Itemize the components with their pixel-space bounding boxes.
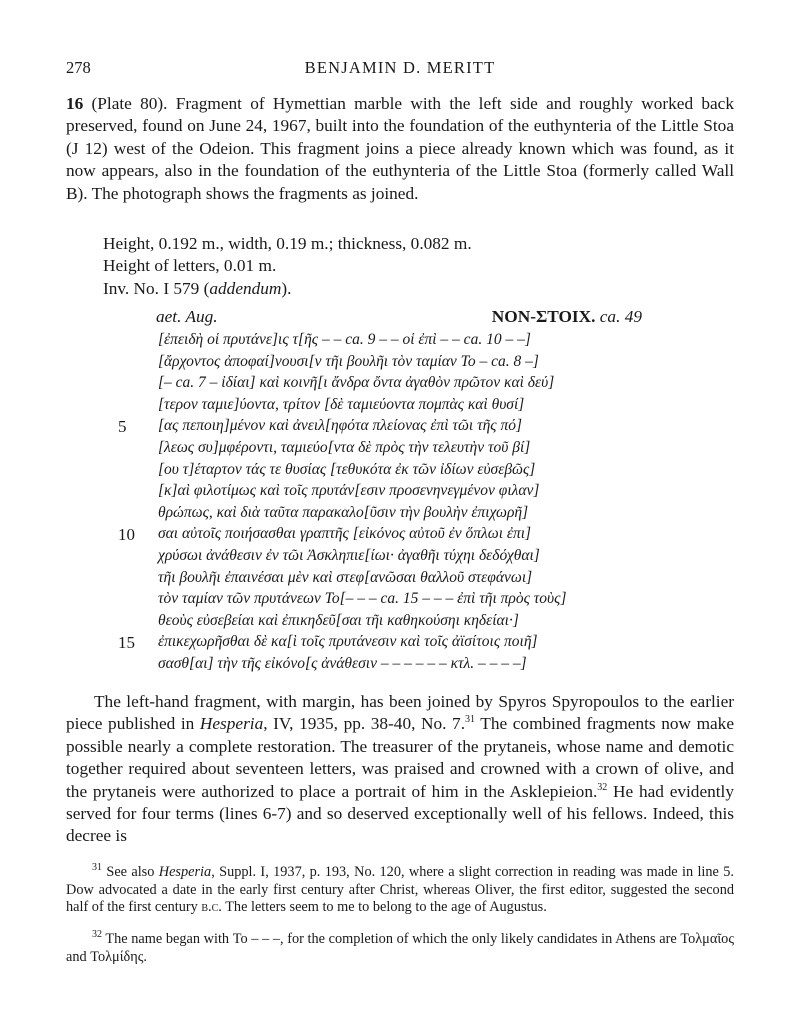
inscription-line-text: σασθ[αι] τὴν τῆς εἰκόνο[ς ἀνάθεσιν – – – – – – κτλ. – – – –] [158,655,527,672]
footnote-ref-32[interactable]: 32 [597,781,608,793]
inscription-line-text: τὸν ταμίαν τῶν πρυτάνεων Το[– – – ca. 15 – – – ἐπὶ τῆι πρὸς τοὺς] [158,590,567,608]
plate-reference: (Plate 80). [91,94,168,113]
inventory-number: Inv. No. I 579 (addendum). [103,278,292,298]
description-text: Fragment of Hymettian marble with the left side and roughly worked back preserved, found on June 24, 1967, built into the foundation of the euthynteria of the Little Stoa (J 12) west of the Odeion. This fragment joins a piece already known which was found, as it now appears, also in the foundation of the euthynteria of the Little Stoa (formerly called Wall B). The photograph shows the fragments as joined. [66,94,734,203]
stoichedon-label: NON-ΣTOIX. ca. 49 [491,307,642,326]
inscription-line-text: [τερον ταμιε]ύοντα, τρίτον [δὲ ταμιεύοντα πομπὰς καὶ θυσί] [158,395,525,413]
line-number: 15 [118,633,135,653]
date-label: aet. Aug. [156,307,218,326]
footnote-31: $^{31}$ See also Hesperia, Suppl. I, 1937, p. 193, No. 120, where a slight correction in reading was made in line 5. Dow advocated a date in the early first century after Christ, whereas Oliver, the first editor, suggested the second half of the first century b.c. The letters seem to me to belong to the age of Augustus. [66,862,734,916]
dimensions [103,233,472,300]
inscription-line-text: [ἐπειδὴ οἱ πρυτάνε]ις τ[ῆς – – ca. 9 – – οἱ ἐπὶ – – ca. 10 – –] [158,331,531,348]
footnote-ref-31[interactable]: 31 [465,714,476,726]
entry-description [66,93,734,205]
journal-title: Hesperia [199,714,264,734]
running-title: BENJAMIN D. MERITT [304,58,496,77]
inscription-line-text: θεοὺς εὐσεβείαι καὶ ἐπικηδεῦ[σαι τῆι καθηκούσηι κηδείαι·] [158,611,519,629]
inscription-line-text: σαι αὐτοῖς ποιήσασθαι γραπτῆς [εἰκόνος αὐτοῦ ἐν ὅπλωι ἐπι] [158,525,532,543]
inscription-line-text: [λεως συ]μφέροντι, ταμιεύο[ντα δὲ πρὸς τὴν τελευτὴν τοῦ βί] [158,439,531,456]
inscription-line-text: ἐπικεχωρῆσθαι δὲ κα[ὶ τοῖς πρυτάνεσιν καὶ τοῖς ἀϊσίτοις ποιῆ] [158,633,538,651]
commentary-paragraph: The left-hand fragment, with margin, has been joined by Spyros Spyropoulos to the earlier piece published in Hesperia, IV, 1935, pp. 38-40, No. 7.31 The combined fragments now make possible nearly a complete restoration. The treasurer of the prytaneis, whose name and demotic together required about seventeen letters, was praised and crowned with a crown of olive, and the prytaneis were authorized to place a portrait of him in the Asklepieion.$^{32}$ He had evidently served for four terms (lines 6-7) and so deserved exceptionally well of his fellows. Indeed, this decree is [66,692,735,846]
line-number: 10 [118,525,135,545]
inscription-line-text: [ου τ]έταρτον τάς τε θυσίας [τεθυκότα ἐκ τῶν ἰδίων εὐσεβῶς] [158,460,536,478]
footnote-32: $^{32}$ The name began with Το – – –, for the completion of which the only likely candidates in Athens are Τολμαῖος and Τολμίδης. [66,929,734,965]
inscription-line-text: [ἄρχοντος ἀποφαί]νουσι[ν τῆι βουλῆι τὸν ταμίαν Το – ca. 8 –] [158,352,539,370]
inscription-line-text: [– ca. 7 – ἰδίαι] καὶ κοινῆ[ι ἄνδρα ὄντα ἀγαθὸν πρῶτον καὶ δεύ] [158,374,555,392]
page-number: 278 [66,58,91,77]
inscription-line-text: [κ]αὶ φιλοτίμως καὶ τοῖς πρυτάν[εσιν προσενηνεγμένον φιλαν] [158,482,540,500]
inscription-line-text: τῆι βουλῆι ἐπαινέσαι μὲν καὶ στεφ[ανῶσαι θαλλοῦ στεφάνωι] [158,568,533,586]
line-number: 5 [118,417,127,437]
inscription-line-text: [ας πεποιη]μένον καὶ ἀνειλ[ηφότα πλείονας ἐπὶ τῶι τῆς πό] [158,417,523,435]
dimensions-size: Height, 0.192 m., width, 0.19 m.; thickness, 0.082 m. [103,234,472,253]
inscription-line-text: χρύσωι ἀνάθεσιν ἐν τῶι Ἀσκληπιε[ίωι· ἀγαθῆι τύχηι δεδόχθαι] [158,547,540,564]
entry-number: 16 [66,94,84,113]
dimensions-letters: Height of letters, 0.01 m. [103,256,277,276]
inscription-header [156,307,642,327]
inscription-line-text: θρώπως, καὶ διὰ ταῦτα παρακαλο[ῦσιν τὴν βουλὴν ἐπιχωρῆ] [158,503,529,521]
